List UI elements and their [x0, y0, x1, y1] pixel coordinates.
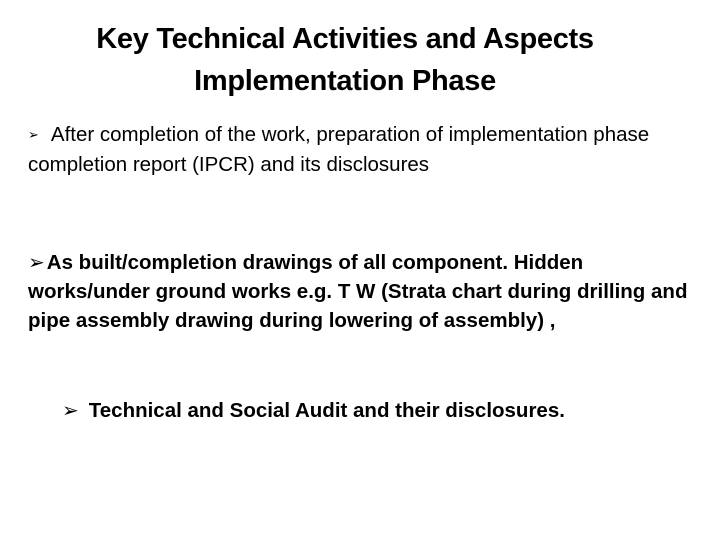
title-line-1: Key Technical Activities and Aspects: [96, 23, 594, 55]
arrow-bullet-icon: ➢: [62, 398, 79, 422]
bullet-text: After completion of the work, preparation of implementation phase completion report (IPCR) and its disclosures: [28, 123, 650, 176]
bullet-item-audit: [62, 396, 720, 425]
bullet-text: As built/completion drawings of all component. Hidden works/under ground works e.g. T W (Strata chart during drilling and pipe assembly drawing during lowering of assembly) ,: [28, 251, 688, 332]
bullet-text: Technical and Social Audit and their disclosures.: [88, 399, 565, 422]
title-line-2: Implementation Phase: [194, 65, 496, 97]
bullet-item-drawings: [28, 248, 688, 335]
slide-title: [40, 18, 650, 102]
arrow-bullet-icon: ➢: [28, 128, 39, 143]
bullet-item-ipcr: [28, 120, 688, 179]
arrow-bullet-icon: ➢: [28, 250, 45, 274]
